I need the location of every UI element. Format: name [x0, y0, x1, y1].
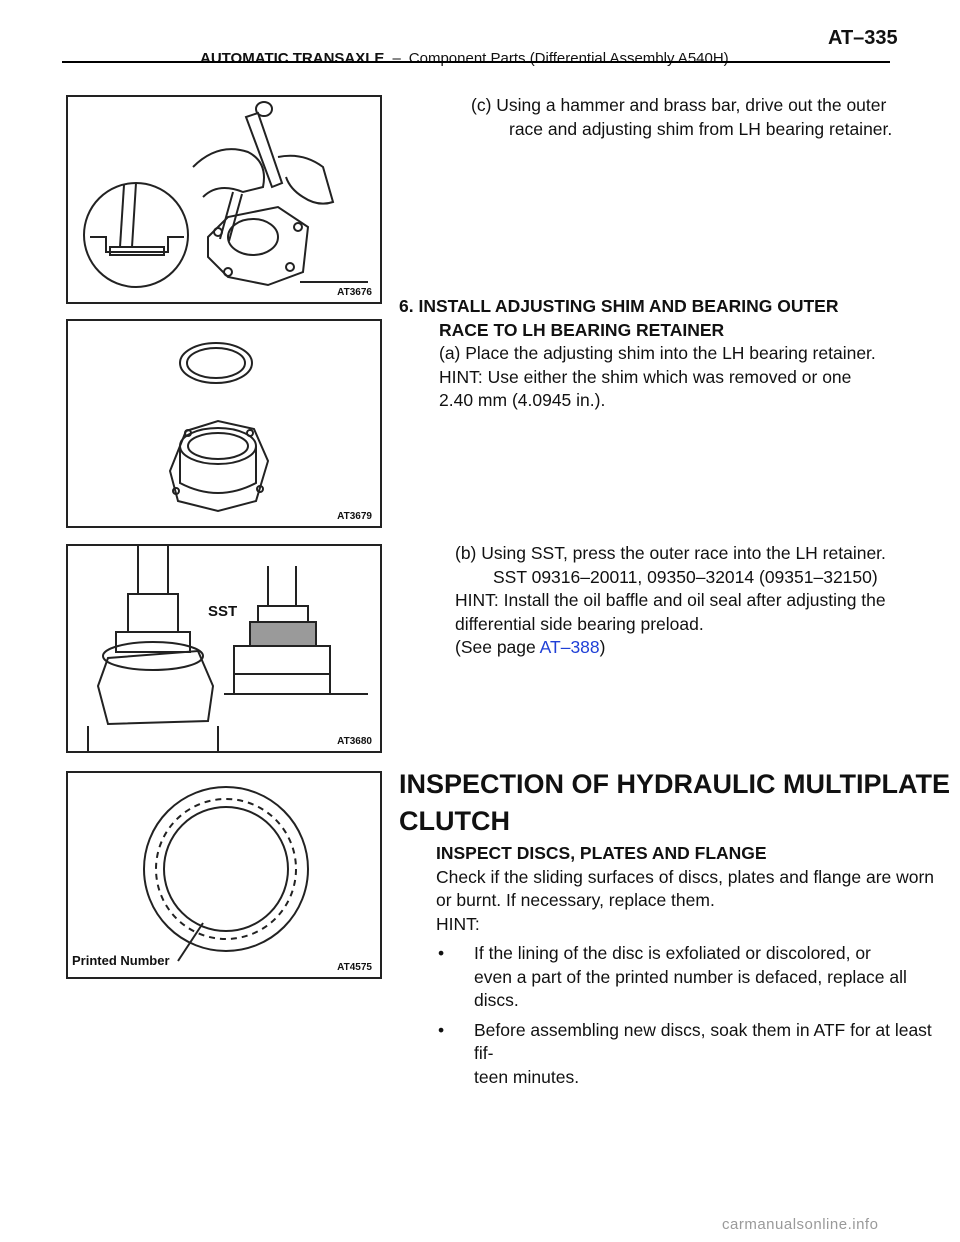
page-number: AT–335: [828, 27, 898, 49]
inspection-heading-line2: CLUTCH: [399, 806, 510, 836]
shim-retainer-drawing-icon: [68, 321, 380, 526]
inspection-check-line2: or burnt. If necessary, replace them.: [436, 890, 715, 910]
figure-code: AT4575: [337, 962, 372, 973]
inspection-section: [399, 766, 951, 1089]
step-6-title-line1: 6. INSTALL ADJUSTING SHIM AND BEARING OUTER: [399, 296, 839, 316]
see-page-prefix: (See page: [455, 637, 540, 657]
step-6-hint-line1: HINT: Use either the shim which was removed or one: [439, 366, 852, 387]
bullet-item: [436, 1019, 951, 1090]
sst-label: SST: [208, 603, 238, 620]
figure-clutch-disc: [66, 771, 382, 979]
bullet-item: [436, 942, 951, 1013]
figure-code: AT3679: [337, 511, 372, 522]
bullet1-line1: If the lining of the disc is exfoliated or discolored, or: [474, 943, 871, 963]
bullet1-line2: even a part of the printed number is defaced, replace all: [474, 966, 907, 987]
step-6a-text: (a) Place the adjusting shim into the LH bearing retainer.: [439, 343, 876, 363]
watermark: carmanualsonline.info: [722, 1216, 879, 1233]
header-subsection: Component Parts (Differential Assembly A540H): [408, 50, 729, 67]
figure-shim-retainer: [66, 319, 382, 528]
sst-press-drawing-icon: [68, 546, 380, 751]
bullet2-line1: Before assembling new discs, soak them in ATF for at least fif-: [474, 1019, 932, 1063]
figure-code: AT3676: [337, 287, 372, 298]
step-6-hint-line2: 2.40 mm (4.0945 in.).: [439, 390, 606, 410]
inspection-subheading: INSPECT DISCS, PLATES AND FLANGE: [436, 843, 767, 863]
header-section: AUTOMATIC TRANSAXLE: [200, 50, 385, 67]
see-page-link-at-388[interactable]: AT–388: [539, 637, 600, 657]
bullet-dot: •: [438, 943, 445, 963]
hammer-drawing-icon: [68, 97, 380, 302]
step-b-hint-line1: HINT: Install the oil baffle and oil seal after adjusting the: [455, 590, 886, 610]
inspection-heading-line1: INSPECTION OF HYDRAULIC MULTIPLATE: [399, 769, 950, 799]
figure-hammer-brass-bar: [66, 95, 382, 304]
inspection-hint-label: HINT:: [436, 913, 480, 934]
inspection-check-line1: Check if the sliding surfaces of discs, plates and flange are worn: [436, 866, 935, 887]
step-b-hint-line2: differential side bearing preload.: [455, 613, 704, 634]
figure-sst-press: [66, 544, 382, 753]
bullet2-line2: teen minutes.: [474, 1066, 580, 1087]
header-rule: [62, 61, 890, 63]
step-b-see-page: [455, 636, 886, 660]
step-c-line2: race and adjusting shim from LH bearing retainer.: [509, 118, 893, 139]
figure-code: AT3680: [337, 736, 372, 747]
clutch-disc-drawing-icon: [68, 773, 380, 977]
step-6-title-line2: RACE TO LH BEARING RETAINER: [439, 319, 725, 340]
step-c-line1: (c) Using a hammer and brass bar, drive out the outer: [471, 95, 887, 115]
printed-number-label: Printed Number: [72, 953, 170, 968]
step-b-text: [455, 542, 886, 660]
running-header: [200, 50, 729, 67]
header-separator: –: [392, 50, 401, 67]
step-b-line1: (b) Using SST, press the outer race into the LH retainer.: [455, 543, 886, 563]
step-b-sst-numbers: SST 09316–20011, 09350–32014 (09351–32150): [493, 566, 878, 587]
bullet1-line3: discs.: [474, 990, 519, 1010]
see-page-suffix: ): [599, 637, 606, 657]
step-c-text: [471, 94, 892, 141]
bullet-dot: •: [438, 1019, 445, 1040]
step-6-text: [399, 295, 876, 413]
